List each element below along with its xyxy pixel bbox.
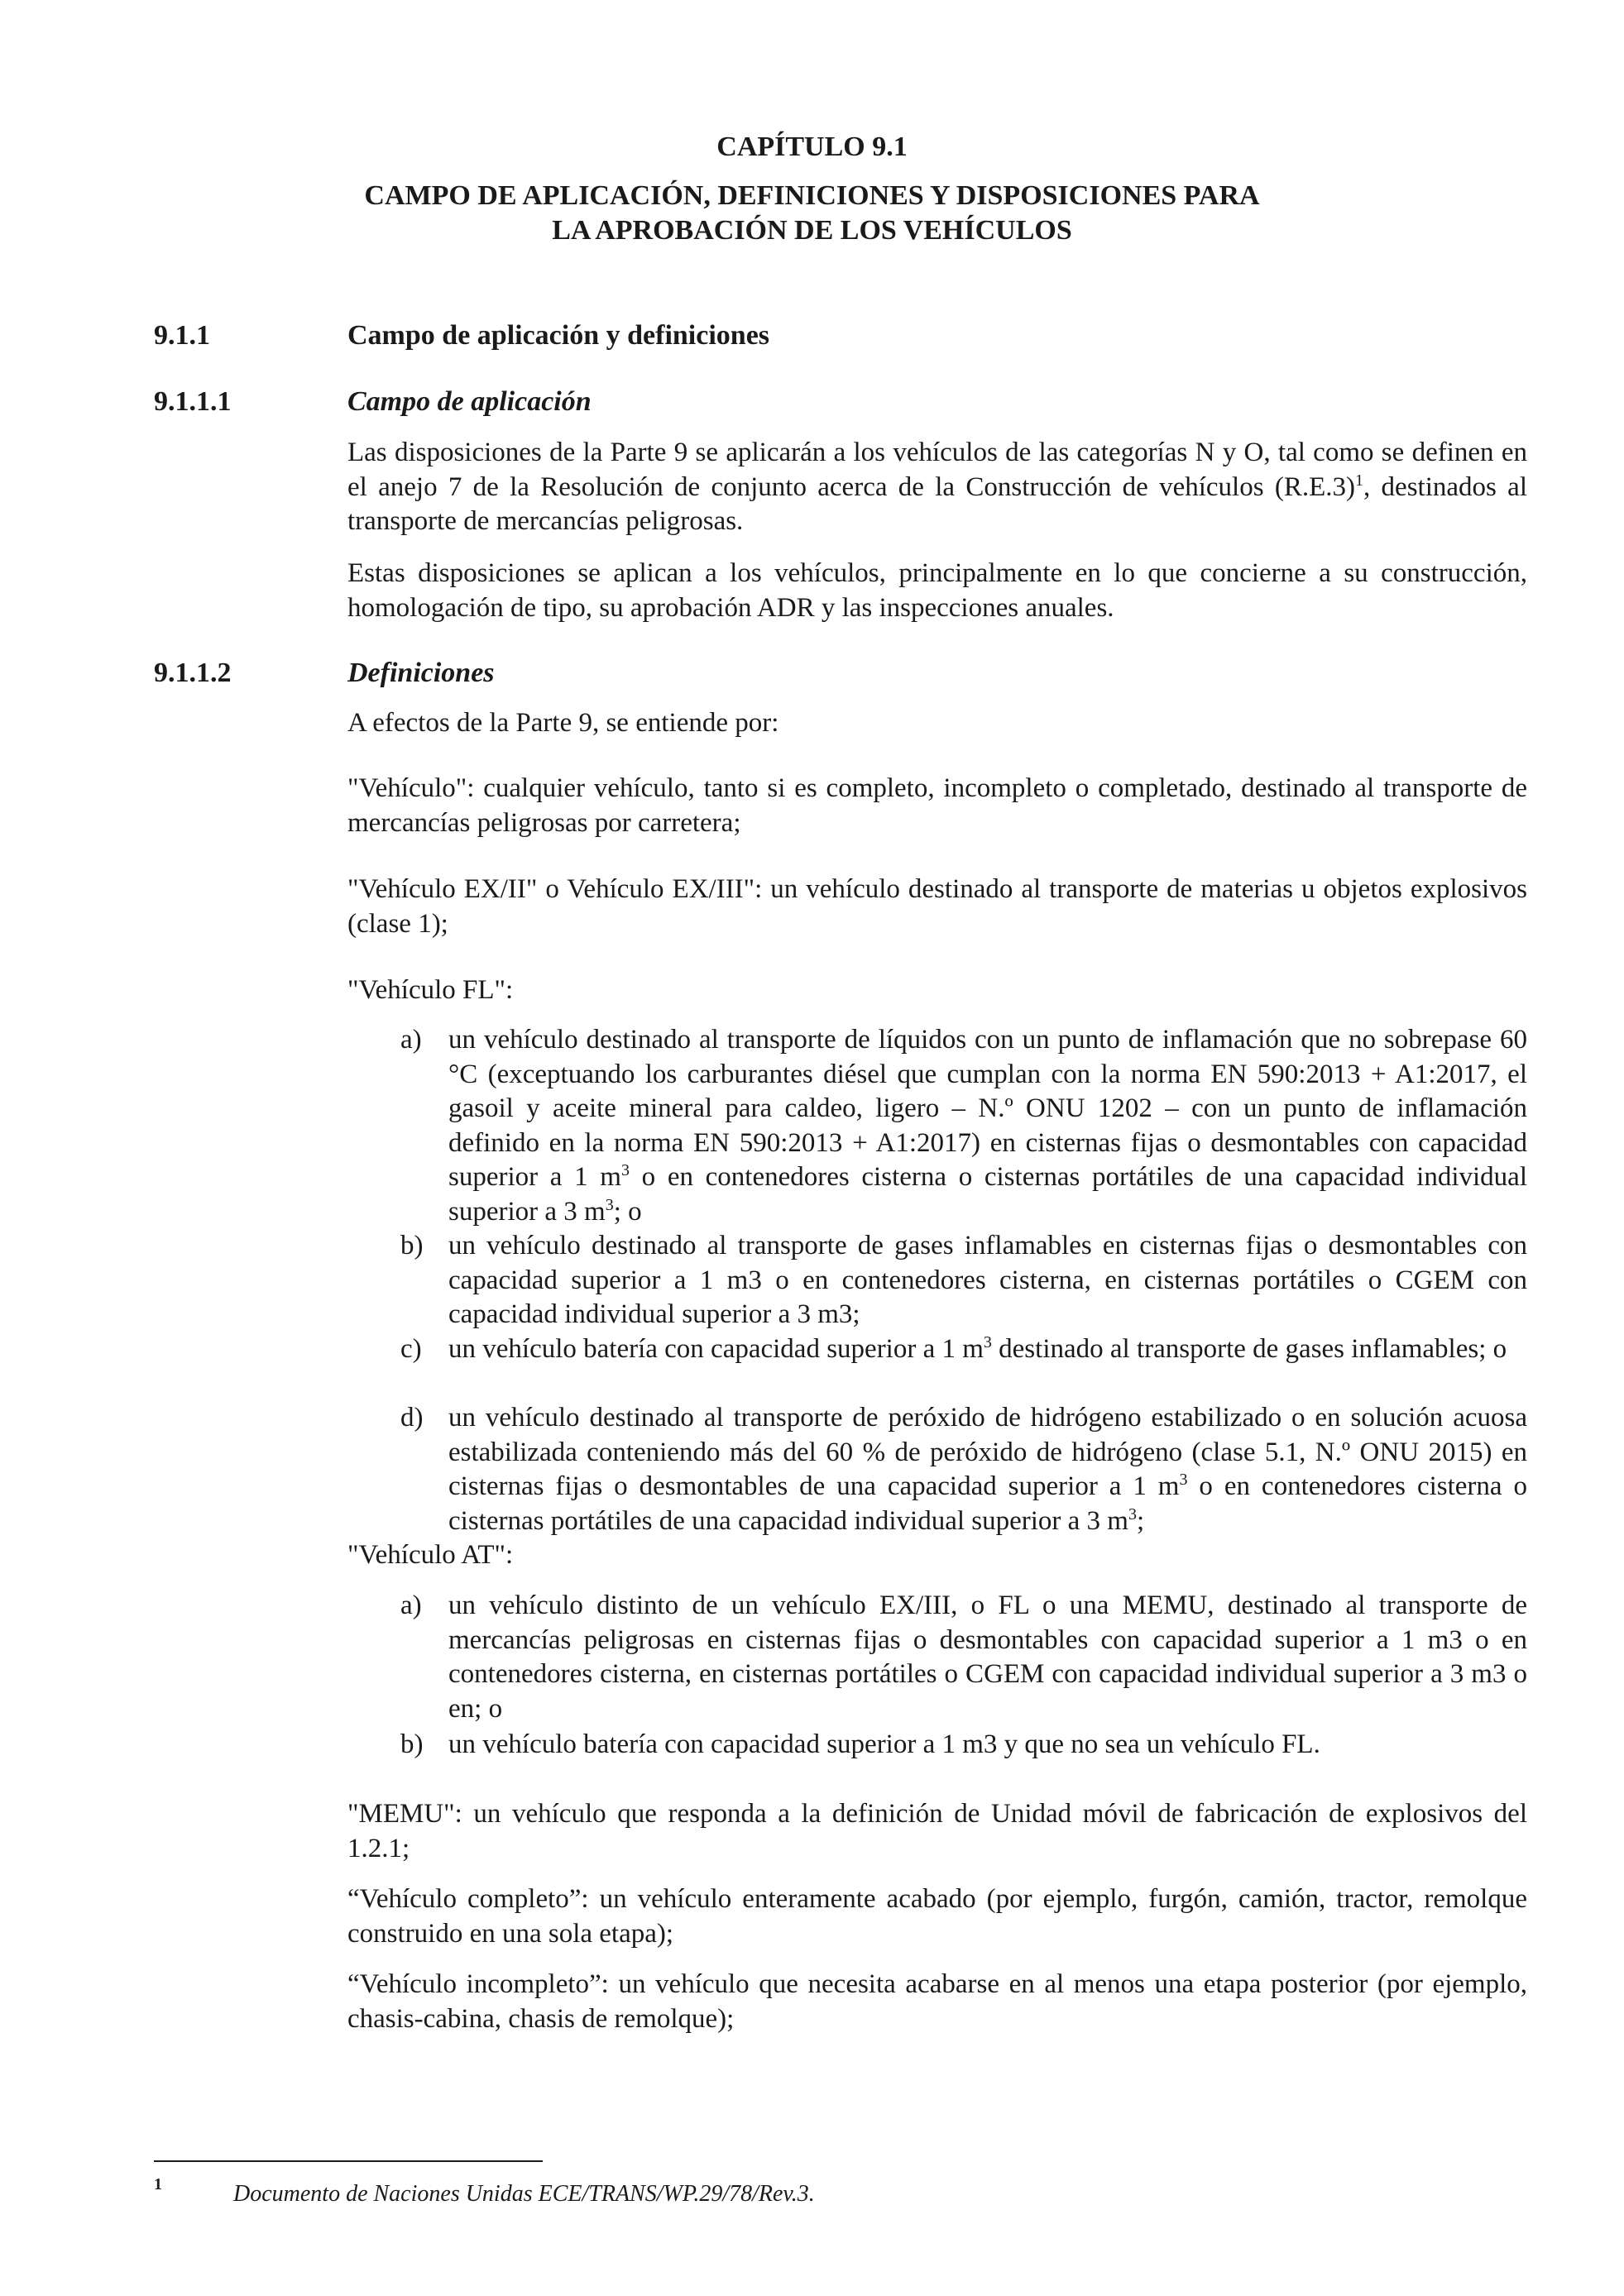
footnote-number: 1 [154,2175,162,2193]
chapter-subtitle-line2: LA APROBACIÓN DE LOS VEHÍCULOS [552,215,1072,246]
list-letter: a) [400,1590,422,1620]
section-title-9-1-1-2: Definiciones [347,658,495,688]
definition-memu: "MEMU": un vehículo que responda a la definición de Unidad móvil de fabricación de explosivos del 1.2.1; [347,1799,1527,1863]
list-letter: b) [400,1231,424,1260]
paragraph-scope-1 [347,436,1527,539]
definition-at-label: "Vehículo AT": [347,1540,514,1570]
section-title-9-1-1-1: Campo de aplicación [347,386,592,417]
definition-incompleto: “Vehículo incompleto”: un vehículo que necesita acabarse en al menos una etapa posterior (por ejemplo, chasis-cabina, chasis de remolque); [347,1969,1527,2034]
list-letter: b) [400,1729,424,1759]
chapter-subtitle [0,179,1624,248]
definition-completo: “Vehículo completo”: un vehículo enteramente acabado (por ejemplo, furgón, camión, tractor, remolque construido en una sola etapa); [347,1884,1527,1949]
list-letter: d) [400,1403,424,1433]
fl-item-a-text: un vehículo destinado al transporte de líquidos con un punto de inflamación que no sobrepase 60 °C (exceptuando los carburantes diésel que cumplan con la norma EN 590:2013 + A1:2017, el gasoil y aceite mineral para caldeo, ligero – N.º ONU 1202 – con un punto de inflamación definido en la norma EN 590:2013 + A1:2017) en cisternas fijas o desmontables con capacidad superior a 1 $m^3$ o en contenedores cisterna o cisternas portátiles de una capacidad individual superior a 3 $m^3$; o [448,1025,1528,1227]
list-letter: c) [400,1334,422,1364]
section-title-9-1-1: Campo de aplicación y definiciones [347,320,770,351]
footnote-text: Documento de Naciones Unidas ECE/TRANS/WP.29/78/Rev.3. [233,2181,815,2207]
section-number-9-1-1-1: 9.1.1.1 [154,386,232,417]
fl-item-b-text: un vehículo destinado al transporte de gases inflamables en cisternas fijas o desmontables con capacidad superior a 1 m3 o en contenedores cisterna, en cisternas portátiles o CGEM con capacidad individual superior a 3 m3; [448,1231,1527,1329]
at-item-a-text: un vehículo distinto de un vehículo EX/III, o FL o una MEMU, destinado al transporte de mercancías peligrosas en cisternas fijas o desmontables con capacidad superior a 1 m3 o en contenedores cisterna, en cisternas portátiles o CGEM con capacidad individual superior a 3 m3 o en; o [448,1590,1527,1724]
footnote-divider [154,2160,543,2162]
chapter-subtitle-line1: CAMPO DE APLICACIÓN, DEFINICIONES Y DISPOSICIONES PARA [364,180,1260,211]
scope-text-b: , destinados al transporte de mercancías peligrosas. [347,471,1527,536]
definitions-intro: A efectos de la Parte 9, se entiende por: [347,708,779,738]
fl-item-d-text: un vehículo destinado al transporte de peróxido de hidrógeno estabilizado o en solución acuosa estabilizada conteniendo más del 60 % de peróxido de hidrógeno (clase 5.1, N.º ONU 2015) en cisternas fijas o desmontables de una capacidad superior a 1 $m^3$ o en contenedores cisterna o cisternas portátiles de una capacidad individual superior a 3 $m^3$; [448,1403,1527,1536]
chapter-title: CAPÍTULO 9.1 [716,132,908,162]
definition-ex: "Vehículo EX/II" o Vehículo EX/III": un vehículo destinado al transporte de materias u objetos explosivos (clase 1); [347,874,1527,939]
section-number-9-1-1-2: 9.1.1.2 [154,658,232,688]
fl-item-c-text: un vehículo batería con capacidad superior a 1 $m^3$ destinado al transporte de gases inflamables; o [448,1333,1507,1364]
section-number-9-1-1: 9.1.1 [154,320,210,351]
paragraph-scope-2: Estas disposiciones se aplican a los vehículos, principalmente en lo que concierne a su construcción, homologación de tipo, su aprobación ADR y las inspecciones anuales. [347,558,1527,623]
at-item-b-text: un vehículo batería con capacidad superior a 1 m3 y que no sea un vehículo FL. [448,1729,1320,1759]
scope-text-a: Las disposiciones de la Parte 9 se aplicarán a los vehículos de las categorías N y O, tal como se definen en el anejo 7 de la Resolución de conjunto acerca de la Construcción de vehículos (R.E.3) [347,438,1527,502]
definition-vehiculo: "Vehículo": cualquier vehículo, tanto si es completo, incompleto o completado, destinado al transporte de mercancías peligrosas por carretera; [347,773,1527,838]
footnote-ref[interactable]: 1 [1355,471,1363,490]
definition-fl-label: "Vehículo FL": [347,975,514,1005]
list-letter: a) [400,1025,422,1055]
